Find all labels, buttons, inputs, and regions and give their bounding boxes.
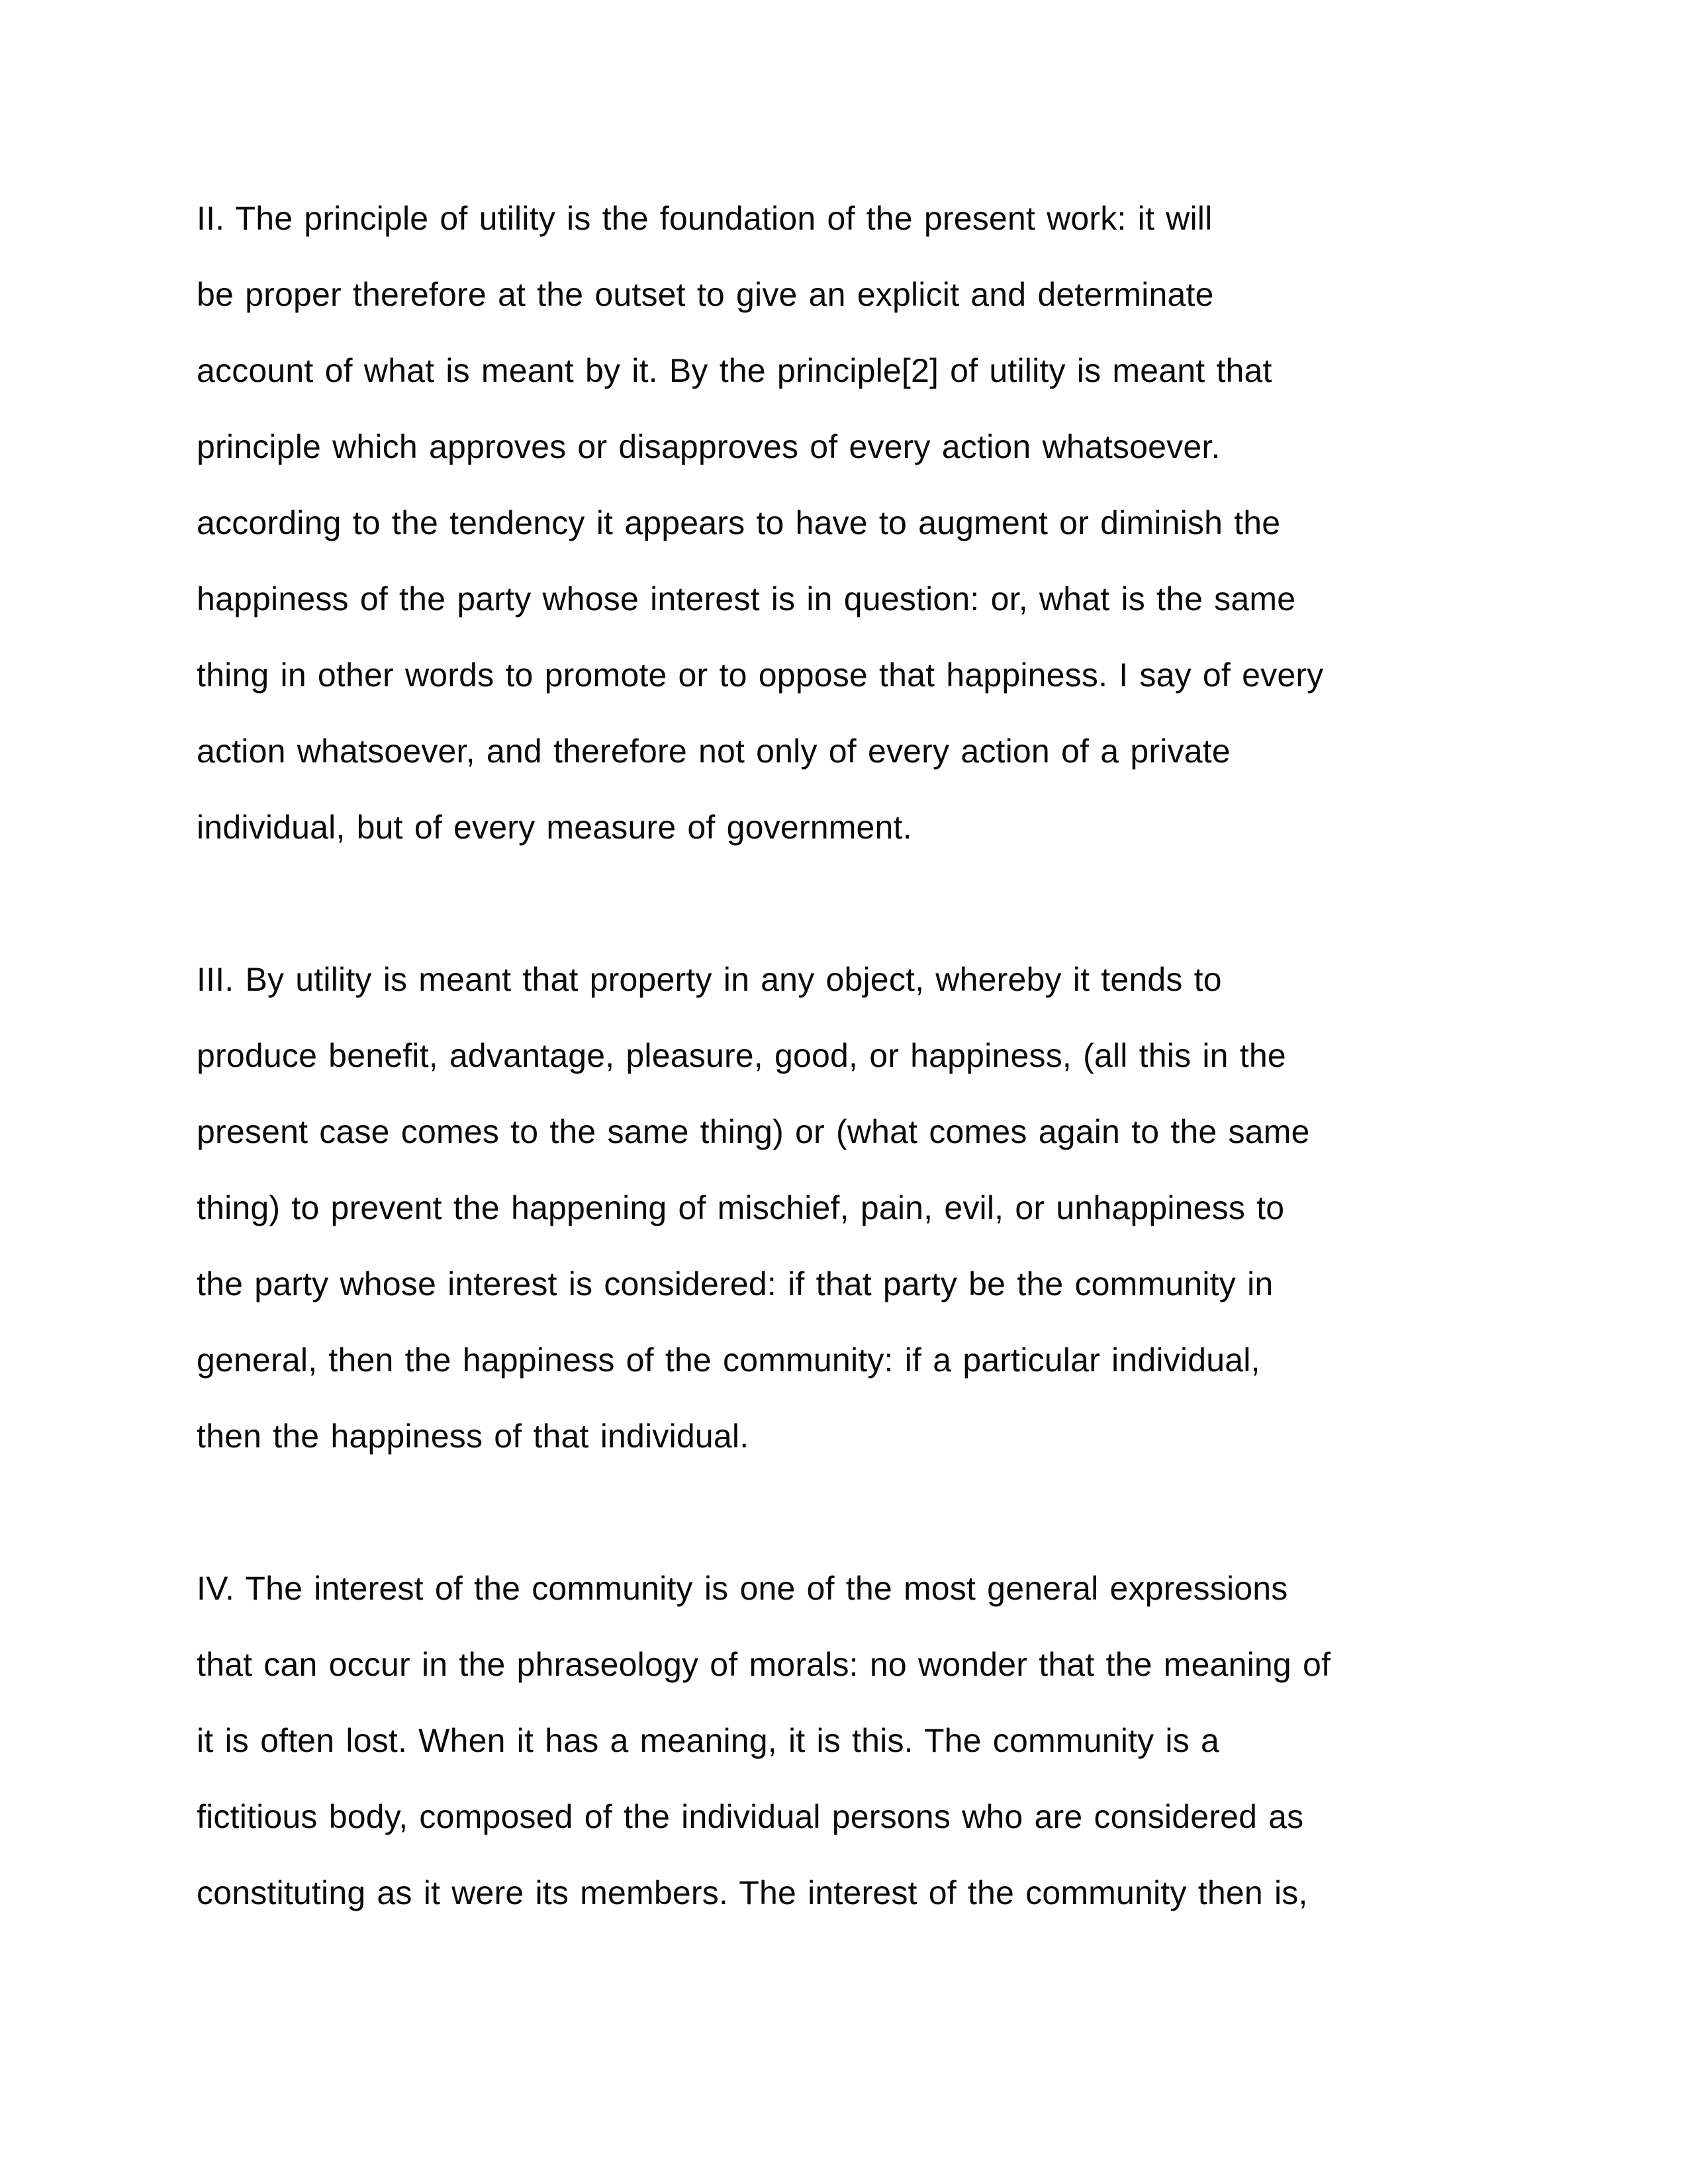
text-line: individual, but of every measure of government. — [197, 809, 912, 846]
text-line: principle which approves or disapproves of every action whatsoever. — [197, 428, 1221, 465]
text-line: fictitious body, composed of the individual persons who are considered as — [197, 1798, 1304, 1835]
text-line: thing in other words to promote or to oppose that happiness. I say of every — [197, 657, 1324, 694]
text-line: it is often lost. When it has a meaning, it is this. The community is a — [197, 1722, 1220, 1759]
text-line: then the happiness of that individual. — [197, 1418, 749, 1455]
text-line: present case comes to the same thing) or (what comes again to the same — [197, 1113, 1310, 1150]
text-line: produce benefit, advantage, pleasure, good, or happiness, (all this in the — [197, 1037, 1286, 1074]
text-line: III. By utility is meant that property in any object, whereby it tends to — [197, 961, 1222, 998]
text-line: account of what is meant by it. By the principle[2] of utility is meant that — [197, 352, 1272, 389]
text-line: thing) to prevent the happening of mischief, pain, evil, or unhappiness to — [197, 1189, 1285, 1226]
text-line: general, then the happiness of the community: if a particular individual, — [197, 1342, 1260, 1379]
text-line: happiness of the party whose interest is in question: or, what is the same — [197, 580, 1296, 617]
text-line: be proper therefore at the outset to give an explicit and determinate — [197, 276, 1214, 313]
text-line: that can occur in the phraseology of morals: no wonder that the meaning of — [197, 1646, 1331, 1683]
text-line: according to the tendency it appears to have to augment or diminish the — [197, 504, 1281, 541]
text-line: IV. The interest of the community is one of the most general expressions — [197, 1570, 1288, 1607]
text-line: constituting as it were its members. The interest of the community then is, — [197, 1874, 1308, 1911]
text-line: II. The principle of utility is the foundation of the present work: it will — [197, 200, 1213, 237]
text-line: action whatsoever, and therefore not only of every action of a private — [197, 733, 1231, 770]
text-line: the party whose interest is considered: if that party be the community in — [197, 1265, 1274, 1302]
